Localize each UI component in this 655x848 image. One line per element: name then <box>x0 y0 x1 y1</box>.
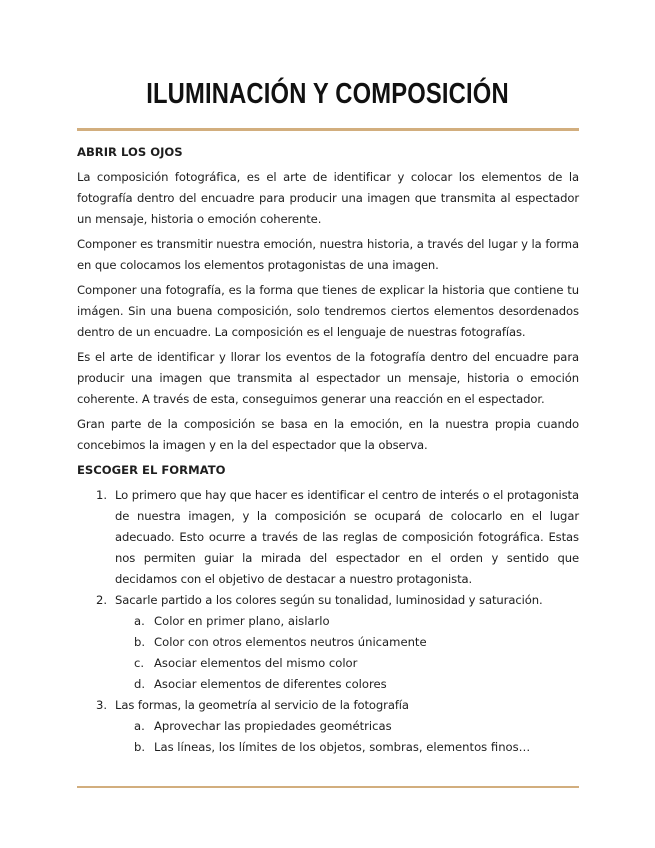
paragraph: La composición fotográfica, es el arte de identificar y colocar los elementos de la fotografía dentro del encuadre para producir una imagen que transmita al espectador un mensaje, historia o emoción coherente. <box>77 170 579 226</box>
section-heading-formato: ESCOGER EL FORMATO <box>77 463 226 477</box>
sub-list-marker: b. <box>134 635 146 649</box>
list-item-text: Sacarle partido a los colores según su tonalidad, luminosidad y saturación. <box>115 593 543 607</box>
list-marker: 1. <box>96 488 108 502</box>
sub-list-text: Las líneas, los límites de los objetos, sombras, elementos finos… <box>154 740 531 754</box>
sub-list-text: Asociar elementos de diferentes colores <box>154 677 387 691</box>
numbered-list <box>77 485 579 758</box>
sub-list-text: Color con otros elementos neutros únicamente <box>154 635 427 649</box>
sub-list <box>115 611 579 695</box>
sub-list-text: Aprovechar las propiedades geométricas <box>154 719 392 733</box>
list-item <box>77 485 579 590</box>
sub-list-marker: b. <box>134 740 146 754</box>
title-divider <box>77 128 579 131</box>
list-marker: 2. <box>96 593 108 607</box>
sub-list-text: Color en primer plano, aislarlo <box>154 614 330 628</box>
sub-list-item <box>115 653 579 674</box>
paragraph: Componer una fotografía, es la forma que tienes de explicar la historia que contiene tu imágen. Sin una buena composición, solo tendremos ciertos elementos desordenados dentro de un encuadre. La composición es el lenguaje de nuestras fotografías. <box>77 283 579 339</box>
sub-list-marker: a. <box>134 719 145 733</box>
list-item <box>77 590 579 695</box>
sub-list <box>115 716 579 758</box>
sub-list-marker: c. <box>134 656 145 670</box>
document-body <box>77 142 579 758</box>
sub-list-item <box>115 632 579 653</box>
list-item-text: Lo primero que hay que hacer es identificar el centro de interés o el protagonista de nuestra imagen, y la composición se ocupará de colocarlo en el lugar adecuado. Esto ocurre a través de las reglas de composición fotográfica. Estas nos permiten guiar la mirada del espectador en el orden y sentido que decidamos con el objetivo de destacar a nuestro protagonista. <box>115 488 579 586</box>
sub-list-marker: d. <box>134 677 146 691</box>
list-marker: 3. <box>96 698 108 712</box>
sub-list-item <box>115 716 579 737</box>
page-title: ILUMINACIÓN Y COMPOSICIÓN <box>146 78 509 110</box>
section-heading-abrir: ABRIR LOS OJOS <box>77 145 183 159</box>
list-item-text: Las formas, la geometría al servicio de la fotografía <box>115 698 409 712</box>
paragraph: Es el arte de identificar y llorar los eventos de la fotografía dentro del encuadre para producir una imagen que transmita al espectador un mensaje, historia o emoción coherente. A través de esta, conseguimos generar una reacción en el espectador. <box>77 350 579 406</box>
sub-list-item <box>115 674 579 695</box>
sub-list-item <box>115 611 579 632</box>
sub-list-marker: a. <box>134 614 145 628</box>
list-item <box>77 695 579 758</box>
footer-divider <box>77 786 579 788</box>
sub-list-item <box>115 737 579 758</box>
sub-list-text: Asociar elementos del mismo color <box>154 656 358 670</box>
paragraph: Gran parte de la composición se basa en la emoción, en la nuestra propia cuando concebimos la imagen y en la del espectador que la observa. <box>77 417 579 452</box>
paragraph: Componer es transmitir nuestra emoción, nuestra historia, a través del lugar y la forma en que colocamos los elementos protagonistas de una imagen. <box>77 237 579 272</box>
